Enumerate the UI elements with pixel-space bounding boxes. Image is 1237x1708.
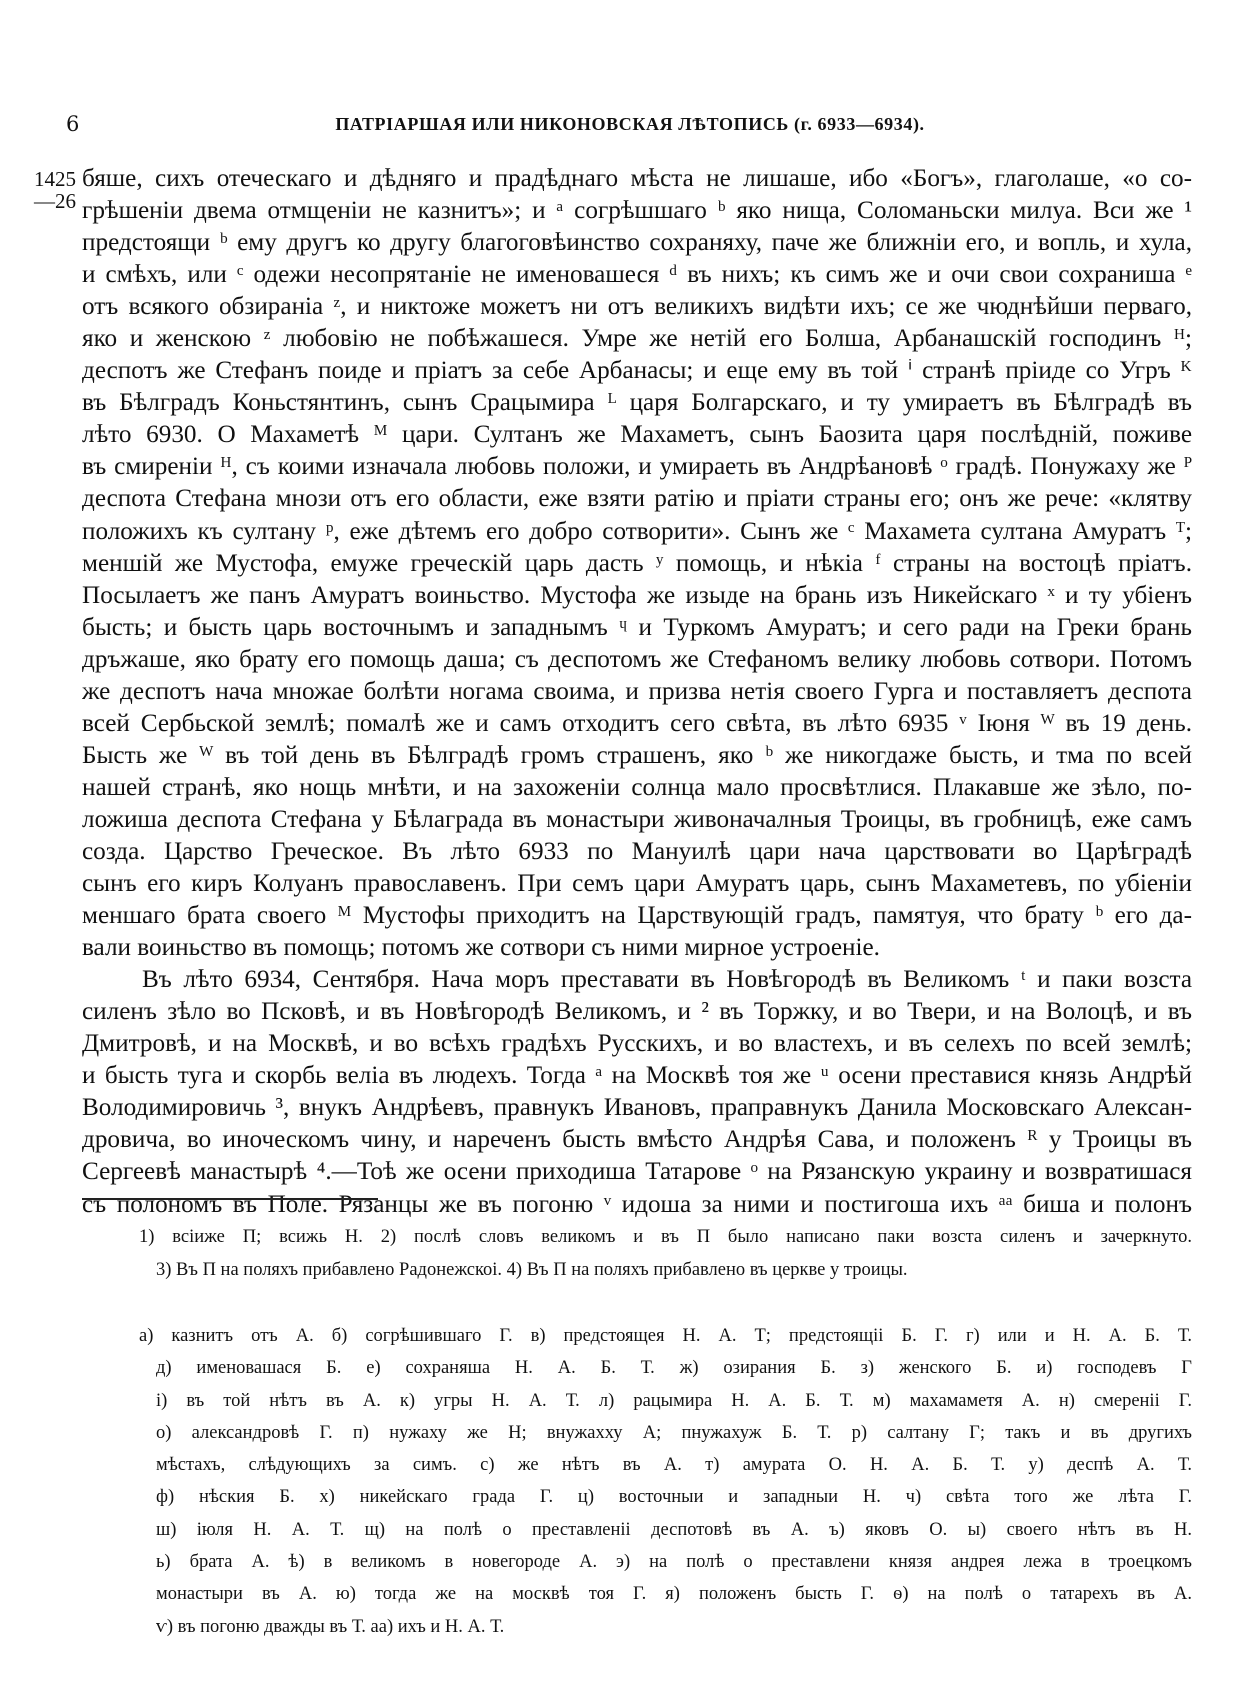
running-title: ПАТРІАРШАЯ ИЛИ НИКОНОВСКАЯ ЛѢТОПИСЬ (г. 6933—6934). [335,114,925,134]
text-line: деспотъ же Стефанъ поиде и пріатъ за себе Арбанасы; и еще ему въ той ⁱ странѣ пріиде со Угръ ᴷ [82,357,1192,385]
margin-year-note [34,168,82,212]
text-line: отъ всякого обзираніа ᶻ, и никтоже можетъ ни отъ великихъ видѣти ихъ; се же чюднѣйши перваго, [82,293,1192,321]
text-line: нашей странѣ, яко нощь мнѣти, и на захоженіи солнца мало просвѣтлися. Плакавше же зѣло, по- [82,773,1192,801]
footnotes-numbered [139,1221,1192,1287]
text-line: же деспотъ нача множае болѣти ногама своима, и призва нетія своего Гурга и поставляетъ деспота [82,677,1192,705]
footnote-line: ф) нѣския Б. х) никейскаго града Г. ц) восточныи и западныи Н. ч) свѣта того же лѣта Г. [156,1487,1192,1508]
text-line: лѣто 6930. О Махаметѣ ᴹ цари. Султанъ же Махаметъ, сынъ Баозита царя послѣдній, поживе [82,421,1192,449]
text-line: силенъ зѣло во Псковѣ, и въ Новѣгородѣ Великомъ, и ² въ Торжку, и во Твери, и на Волоцѣ, и въ [82,998,1192,1026]
text-line: съ полономъ въ Поле. Рязанцы же въ погоню ᵛ идоша за ними и постигоша ихъ ᵃᵃ биша и полонъ [82,1190,1192,1218]
margin-year-top: 1425 [34,167,76,191]
text-line: деспота Стефана мнози отъ его области, еже взяти ратію и пріати страны его; онъ же рече: «клятву [82,485,1192,513]
footnote-line: ѵ) въ погоню дважды въ Т. аа) ихъ и Н. А. Т. [156,1616,505,1637]
text-line: грѣшеніи двема отмщеніи не казнитъ»; и ᵃ согрѣшшаго ᵇ яко нища, Соломаньски милуа. Вси же ¹ [82,197,1192,225]
text-line: меншій же Мустофа, емуже греческій царь дасть ʸ помощь, и нѣкіа ᶠ страны на востоцѣ пріатъ. [82,549,1192,577]
text-line: предстоящи ᵇ ему другъ ко другу благоговѣинство сохраняху, паче же ближніи его, и вопль, и хула, [82,229,1192,257]
text-line: и смѣхъ, или ᶜ одежи несопрятаніе не именовашеся ᵈ въ нихъ; къ симъ же и очи свои сохраниша ᵉ [82,261,1192,289]
text-line: Дмитровѣ, и на Москвѣ, и во всѣхъ градѣхъ Русскихъ, и во властехъ, и въ селехъ по всей землѣ; [82,1030,1192,1058]
text-line: ложиша деспота Стефана у Бѣлаграда въ монастыри живоначалныя Троицы, въ гробницѣ, еже самъ [82,805,1192,833]
footnote-line: монастыри въ А. ю) тогда же на москвѣ тоя Г. я) положенъ бысть Г. ѳ) на полѣ о татарехъ въ А. [156,1584,1192,1605]
footnote-line: д) именовашася Б. е) сохраняша Н. А. Б. Т. ж) озирания Б. з) женского Б. и) господевъ Г [156,1358,1192,1379]
page-number: 6 [66,112,80,136]
text-line: Въ лѣто 6934, Сентября. Нача моръ преставати въ Новѣгородѣ въ Великомъ ᵗ и паки возста [142,966,1192,994]
text-line: въ Бѣлградъ Коньстянтинъ, сынъ Срацымира ᴸ царя Болгарскаго, и ту умираетъ въ Бѣлградѣ въ [82,389,1192,417]
text-line: дръжаше, яко брату его помощь даша; съ деспотомъ же Стефаномъ велику любовь сотвори. Потомъ [82,645,1192,673]
footnote-line: і) въ той нѣтъ въ А. к) угры Н. А. Т. л) рацымира Н. А. Б. Т. м) махамаметя А. н) смереніі Г. [156,1390,1192,1411]
footnote-line: 3) Въ П на поляхъ прибавлено Радонежскоі. 4) Въ П на поляхъ прибавлено въ церкве у троицы. [156,1260,908,1280]
footnotes-lettered [139,1320,1192,1643]
footnote-line: о) александровѣ Г. п) нужаху же Н; внужахху А; пнужахуж Б. Т. р) салтану Г; такъ и въ другихъ [156,1422,1192,1443]
text-line: созда. Царство Греческое. Въ лѣто 6933 по Мануилѣ цари нача царствовати во Царѣградѣ [82,837,1192,865]
text-line: и бысть туга и скорбь веліа въ людехъ. Тогда ᵃ на Москвѣ тоя же ᵘ осени преставися князь Андрѣй [82,1062,1192,1090]
text-line: Бысть же ᵂ въ той день въ Бѣлградѣ громъ страшенъ, яко ᵇ же никогдаже бысть, и тма по всей [82,741,1192,769]
footnote-line: мѣстахъ, слѣдующихъ за симъ. с) же нѣтъ въ А. т) амурата О. Н. А. Б. Т. у) деспѣ А. Т. [156,1455,1192,1476]
text-line: всей Сербьской землѣ; помалѣ же и самъ отходитъ сего свѣта, въ лѣто 6935 ᵛ Іюня ᵂ въ 19 день. [82,709,1192,737]
text-line: сынъ его киръ Колуанъ православенъ. При семъ цари Амуратъ царь, сынъ Махаметевъ, по убіеніи [82,870,1192,898]
text-line: Сергеевѣ манастырѣ ⁴.—Тоѣ же осени приходиша Татарове ᵒ на Рязанскую украину и возвратишася [82,1158,1192,1186]
text-line: положихъ къ султану ᵖ, еже дѣтемъ его добро сотворити». Сынъ же ᶜ Махамета султана Амуратъ ᵀ; [82,517,1192,545]
text-line: бяше, сихъ отеческаго и дѣдняго и прадѣднаго мѣста не лишаше, ибо «Богъ», глаголаше, «о со- [82,165,1192,192]
footnote-line: а) казнитъ отъ А. б) согрѣшившаго Г. в) предстоящея Н. А. Т; предстоящіі Б. Г. г) или и Н. А. Б. Т. [139,1326,1192,1346]
footnote-line: ь) брата А. ѣ) в великомъ в новегороде А. э) на полѣ о преставлени князя андрея лежа в троецкомъ [156,1552,1192,1573]
text-line: бысть; и бысть царь восточнымъ и западнымъ ᶣ и Туркомъ Амуратъ; и сего ради на Греки брань [82,613,1192,641]
footnote-line: ш) іюля Н. А. Т. щ) на полѣ о преставленіі деспотовѣ въ А. ъ) яковъ О. ы) своего нѣтъ въ Н. [156,1519,1192,1540]
footnote-line: 1) всіиже П; всижь Н. 2) послѣ словъ великомъ и въ П было написано паки возста силенъ и зачеркнуто. [139,1227,1192,1247]
main-text [82,163,1192,1221]
text-line: въ смиреніи ᴴ, съ коими изначала любовь положи, и умираеть въ Андрѣановѣ ᵒ градѣ. Понужаху же ᴾ [82,453,1192,481]
margin-year-bottom: —26 [34,189,76,213]
text-line: яко и женскою ᶻ любовію не побѣжашеся. Умре же нетій его Болша, Арбанашскій господинъ ᴴ; [82,325,1192,353]
text-line: дровича, во иноческомъ чину, и нареченъ бысть вмѣсто Андрѣя Сава, и положенъ ᴿ у Троицы въ [82,1126,1192,1154]
text-line: меншаго брата своего ᴹ Мустофы приходитъ на Царствующій градъ, памятуя, что брату ᵇ его да- [82,902,1192,930]
footnote-divider [82,1198,378,1200]
page-header [60,112,1200,142]
text-line: Володимировичь ³, внукъ Андрѣевъ, правнукъ Ивановъ, праправнукъ Данила Московскаго Алексан- [82,1094,1192,1122]
text-line: Посылаетъ же панъ Амуратъ воиньство. Мустофа же изыде на брань изъ Никейскаго ˣ и ту убіенъ [82,581,1192,609]
text-line: вали воиньство въ помощь; потомъ же сотвори съ ними мирное устроеніе. [82,934,880,962]
